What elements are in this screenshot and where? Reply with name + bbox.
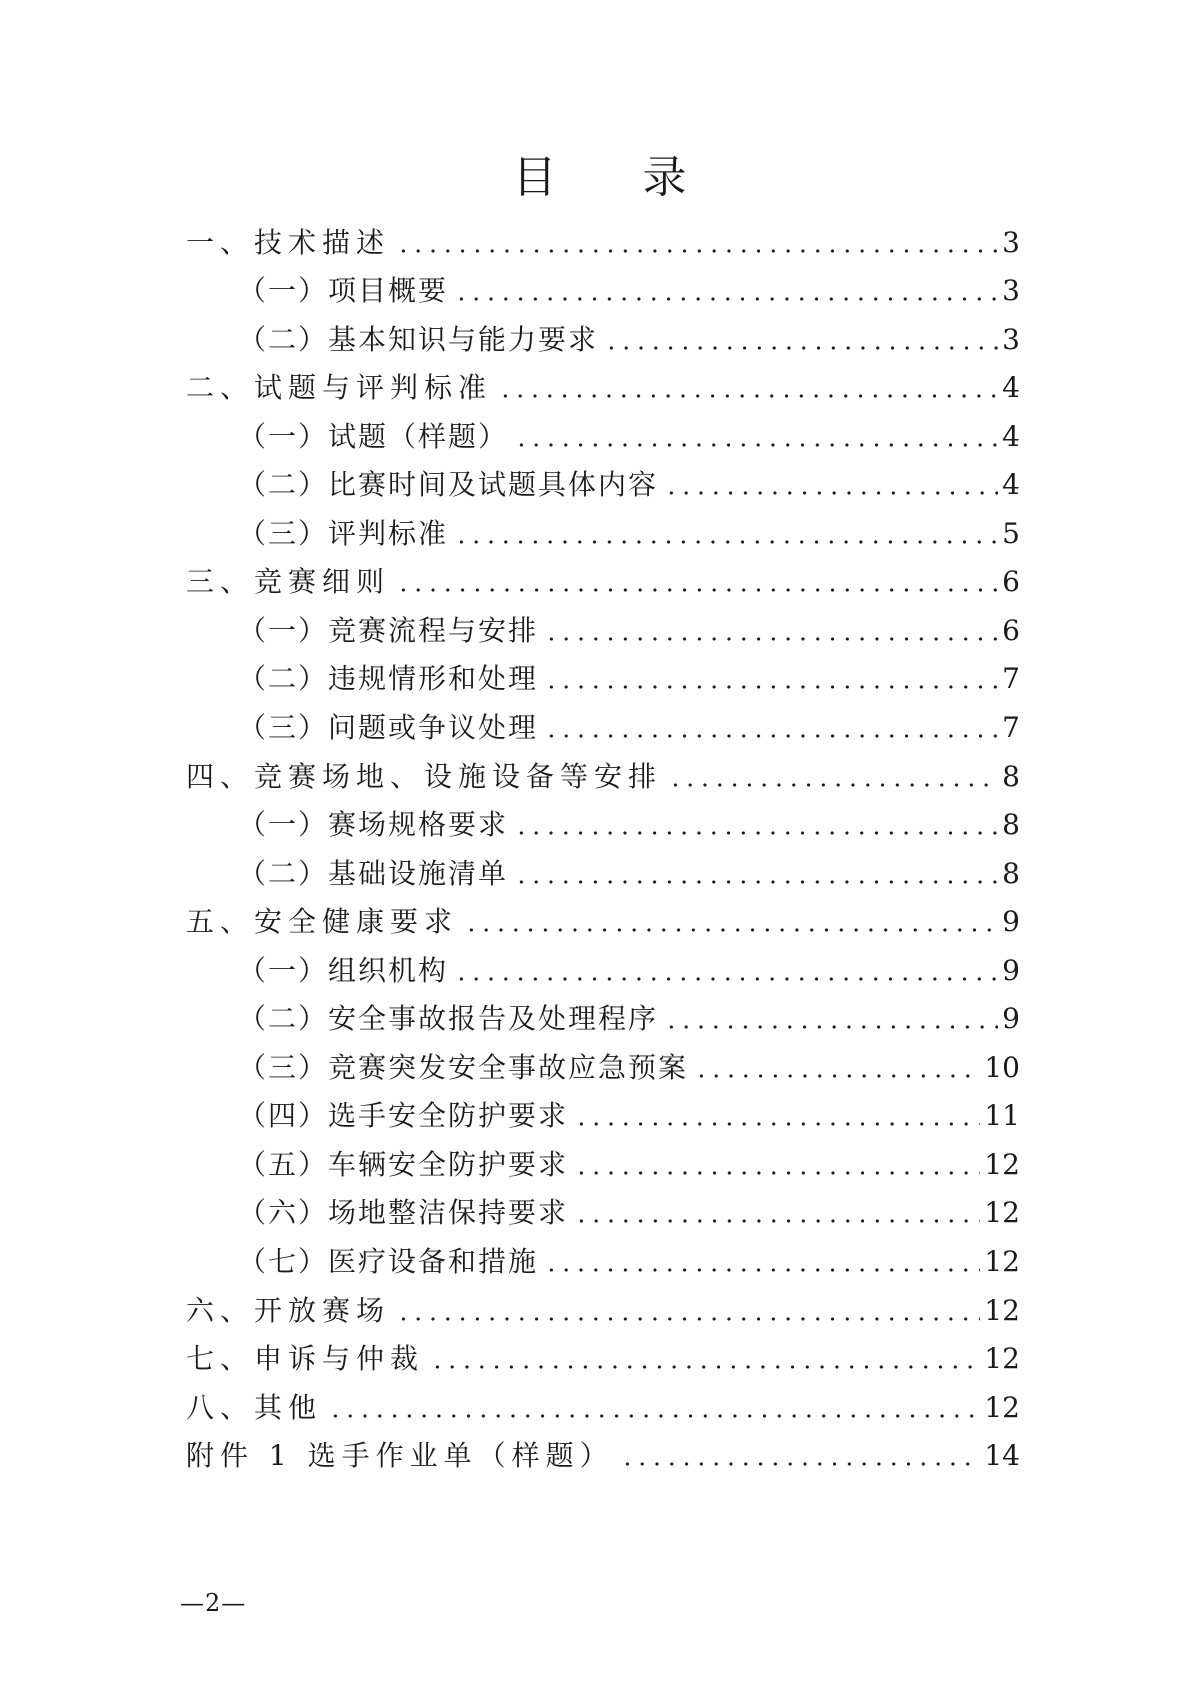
toc-entry[interactable]	[186, 602, 1020, 651]
toc-entry-label: （一）项目概要	[238, 271, 448, 311]
toc-entry-label: （二）违规情形和处理	[238, 659, 538, 699]
toc-entry-label: （三）评判标准	[238, 514, 448, 554]
toc-dot-leader	[544, 733, 998, 739]
toc-entry-page: 3	[1002, 225, 1020, 259]
toc-dot-leader	[430, 1364, 980, 1370]
toc-dot-leader	[620, 1461, 981, 1467]
toc-entry-label: （七）医疗设备和措施	[238, 1242, 538, 1282]
toc-entry-label: （一）组织机构	[238, 951, 448, 991]
toc-dot-leader	[574, 1121, 980, 1127]
toc-entry[interactable]	[186, 1379, 1020, 1428]
toc-entry-page: 5	[1002, 516, 1020, 550]
toc-entry-label: （六）场地整洁保持要求	[238, 1193, 568, 1233]
page-number: —2—	[180, 1589, 247, 1617]
toc-entry-label: 六、开放赛场	[186, 1291, 390, 1331]
toc-dot-leader	[396, 587, 998, 593]
toc-entry[interactable]	[186, 263, 1020, 312]
toc-dot-leader	[664, 490, 998, 496]
toc-entry[interactable]	[186, 457, 1020, 506]
toc-entry-page: 12	[984, 1147, 1020, 1181]
toc-entry[interactable]	[186, 311, 1020, 360]
toc-entry-label: 二、试题与评判标准	[186, 368, 492, 408]
toc-entry-page: 6	[1002, 613, 1020, 647]
toc-entry-label: （一）试题（样题）	[238, 417, 508, 457]
toc-dot-leader	[514, 442, 998, 448]
toc-entry-label: （二）比赛时间及试题具体内容	[238, 465, 658, 505]
toc-entry-label: （五）车辆安全防护要求	[238, 1145, 568, 1185]
toc-entry-page: 9	[1002, 953, 1020, 987]
toc-dot-leader	[514, 879, 998, 885]
toc-entry-label: （二）安全事故报告及处理程序	[238, 999, 658, 1039]
toc-dot-leader	[514, 830, 998, 836]
toc-dot-leader	[464, 927, 998, 933]
toc-dot-leader	[328, 1413, 980, 1419]
toc-entry-page: 11	[984, 1099, 1020, 1133]
toc-entry[interactable]	[186, 991, 1020, 1040]
toc-entry-page: 3	[1002, 274, 1020, 308]
toc-entry-label: 三、竞赛细则	[186, 562, 390, 602]
toc-entry-page: 12	[984, 1342, 1020, 1376]
toc-entry[interactable]	[186, 1185, 1020, 1234]
toc-dot-leader	[396, 248, 998, 254]
toc-dot-leader	[604, 345, 998, 351]
toc-entry-page: 6	[1002, 565, 1020, 599]
toc-entry-page: 7	[1002, 711, 1020, 745]
toc-entry[interactable]	[186, 505, 1020, 554]
toc-dot-leader	[454, 976, 998, 982]
table-of-contents	[186, 214, 1020, 1476]
toc-entry-label: （一）竞赛流程与安排	[238, 611, 538, 651]
toc-dot-leader	[454, 296, 998, 302]
toc-entry-page: 10	[984, 1050, 1020, 1084]
toc-entry-page: 12	[984, 1390, 1020, 1424]
toc-entry-label: （二）基础设施清单	[238, 854, 508, 894]
toc-entry-label: （三）竞赛突发安全事故应急预案	[238, 1048, 688, 1088]
toc-entry-label: （三）问题或争议处理	[238, 708, 538, 748]
toc-entry[interactable]	[186, 894, 1020, 943]
toc-dot-leader	[396, 1316, 980, 1322]
toc-entry-label: 附件 1 选手作业单（样题）	[186, 1436, 614, 1476]
toc-entry[interactable]	[186, 1039, 1020, 1088]
toc-entry-page: 4	[1002, 468, 1020, 502]
toc-entry[interactable]	[186, 554, 1020, 603]
toc-entry-label: 一、技术描述	[186, 223, 390, 263]
toc-entry[interactable]	[186, 748, 1020, 797]
toc-entry[interactable]	[186, 651, 1020, 700]
toc-entry-label: 七、申诉与仲裁	[186, 1339, 424, 1379]
toc-entry-label: 五、安全健康要求	[186, 902, 458, 942]
toc-entry-page: 3	[1002, 322, 1020, 356]
toc-entry-page: 12	[984, 1245, 1020, 1279]
toc-entry[interactable]	[186, 408, 1020, 457]
toc-entry[interactable]	[186, 845, 1020, 894]
toc-entry-page: 4	[1002, 419, 1020, 453]
toc-dot-leader	[454, 539, 998, 545]
toc-entry[interactable]	[186, 1282, 1020, 1331]
toc-dot-leader	[574, 1218, 980, 1224]
toc-entry[interactable]	[186, 1233, 1020, 1282]
toc-entry-label: 四、竞赛场地、设施设备等安排	[186, 757, 662, 797]
toc-dot-leader	[668, 782, 998, 788]
toc-entry[interactable]	[186, 214, 1020, 263]
toc-entry[interactable]	[186, 1088, 1020, 1137]
toc-entry-page: 14	[984, 1439, 1020, 1473]
toc-entry-page: 7	[1002, 662, 1020, 696]
toc-dot-leader	[574, 1170, 980, 1176]
toc-entry-label: （一）赛场规格要求	[238, 805, 508, 845]
toc-dot-leader	[498, 393, 998, 399]
toc-dot-leader	[544, 1267, 980, 1273]
toc-entry-page: 4	[1002, 371, 1020, 405]
toc-entry-page: 9	[1002, 905, 1020, 939]
toc-dot-leader	[664, 1024, 998, 1030]
toc-entry[interactable]	[186, 360, 1020, 409]
toc-entry-page: 8	[1002, 808, 1020, 842]
toc-entry-page: 12	[984, 1293, 1020, 1327]
toc-entry[interactable]	[186, 797, 1020, 846]
toc-entry[interactable]	[186, 1331, 1020, 1380]
toc-entry[interactable]	[186, 1136, 1020, 1185]
toc-entry-label: 八、其他	[186, 1388, 322, 1428]
toc-entry-page: 9	[1002, 1002, 1020, 1036]
toc-entry[interactable]	[186, 699, 1020, 748]
toc-entry-page: 8	[1002, 759, 1020, 793]
toc-entry-label: （四）选手安全防护要求	[238, 1096, 568, 1136]
toc-dot-leader	[694, 1073, 980, 1079]
toc-dot-leader	[544, 636, 998, 642]
toc-entry[interactable]	[186, 942, 1020, 991]
toc-entry-page: 12	[984, 1196, 1020, 1230]
toc-title: 目 录	[512, 152, 723, 203]
toc-entry[interactable]	[186, 1428, 1020, 1477]
toc-dot-leader	[544, 684, 998, 690]
toc-entry-page: 8	[1002, 856, 1020, 890]
toc-entry-label: （二）基本知识与能力要求	[238, 320, 598, 360]
